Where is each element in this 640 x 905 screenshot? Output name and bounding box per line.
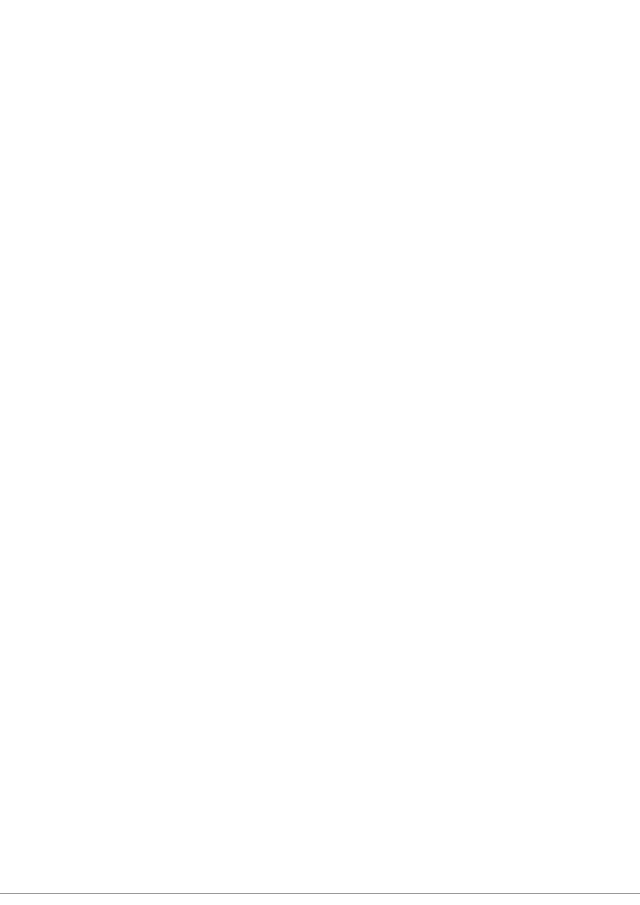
budget-table: [70, 0, 598, 880]
page-bottom-rule: [0, 893, 640, 894]
budget-table-grid: [70, 0, 598, 880]
